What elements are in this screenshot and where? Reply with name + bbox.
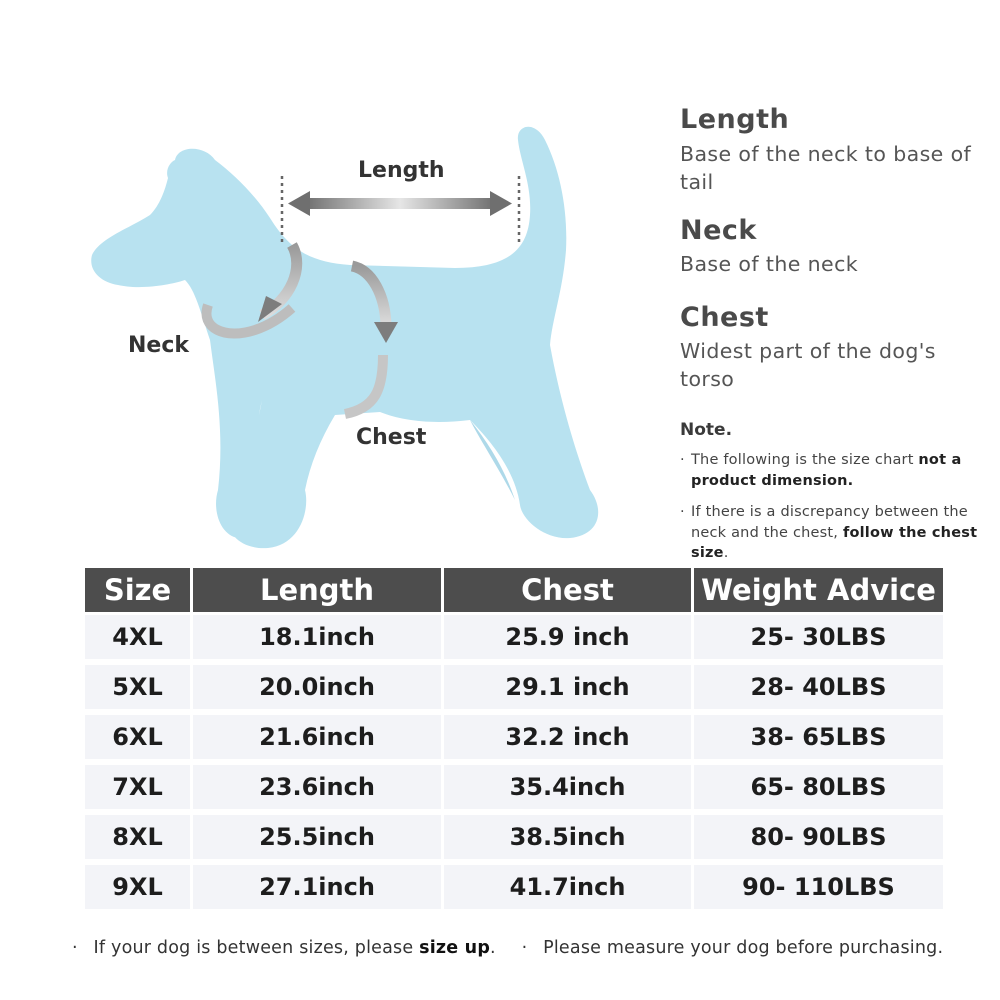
dog-measurement-diagram xyxy=(0,0,660,560)
tip-size-up-after: . xyxy=(490,938,496,958)
cell-weight: 38- 65LBS xyxy=(694,715,943,759)
cell-length: 18.1inch xyxy=(193,615,441,659)
note-text: If there is a discrepancy between the neck and the chest, xyxy=(691,504,968,541)
dog-silhouette xyxy=(0,0,660,560)
cell-chest: 25.9 inch xyxy=(444,615,691,659)
note-item xyxy=(680,502,991,564)
table-body xyxy=(85,612,943,912)
cell-chest: 38.5inch xyxy=(444,815,691,859)
chest-label: Chest xyxy=(356,425,427,450)
cell-chest: 29.1 inch xyxy=(444,665,691,709)
table-row xyxy=(85,662,943,712)
cell-weight: 25- 30LBS xyxy=(694,615,943,659)
definition-desc-chest: Widest part of the dog's torso xyxy=(680,339,936,391)
definition-title-length: Length xyxy=(680,104,790,135)
cell-length: 20.0inch xyxy=(193,665,441,709)
note-after: . xyxy=(723,545,729,561)
cell-length: 27.1inch xyxy=(193,865,441,909)
bullet-icon: · xyxy=(72,938,78,958)
cell-length: 21.6inch xyxy=(193,715,441,759)
column-header-chest: Chest xyxy=(444,568,691,612)
footer-tips xyxy=(72,938,972,958)
note-bold: follow the chest size xyxy=(691,524,978,561)
cell-weight: 28- 40LBS xyxy=(694,665,943,709)
cell-size: 9XL xyxy=(85,865,190,909)
bullet-icon: · xyxy=(680,452,685,468)
cell-weight: 90- 110LBS xyxy=(694,865,943,909)
column-header-weight: Weight Advice xyxy=(694,568,943,612)
neck-label: Neck xyxy=(128,333,190,358)
cell-chest: 35.4inch xyxy=(444,765,691,809)
note-text: The following is the size chart xyxy=(691,452,914,468)
column-header-size: Size xyxy=(85,568,190,612)
cell-size: 8XL xyxy=(85,815,190,859)
size-chart-table xyxy=(85,568,943,912)
tip-measure-text: Please measure your dog before purchasing. xyxy=(543,938,944,958)
table-header xyxy=(85,568,943,612)
cell-weight: 80- 90LBS xyxy=(694,815,943,859)
bullet-icon: · xyxy=(680,504,685,520)
table-row xyxy=(85,612,943,662)
cell-size: 5XL xyxy=(85,665,190,709)
cell-chest: 32.2 inch xyxy=(444,715,691,759)
cell-size: 4XL xyxy=(85,615,190,659)
column-header-length: Length xyxy=(193,568,441,612)
tip-size-up-bold: size up xyxy=(419,938,491,958)
cell-length: 25.5inch xyxy=(193,815,441,859)
definition-title-chest: Chest xyxy=(680,302,769,333)
note-bold: not a product dimension. xyxy=(691,452,962,489)
table-row xyxy=(85,812,943,862)
cell-length: 23.6inch xyxy=(193,765,441,809)
cell-weight: 65- 80LBS xyxy=(694,765,943,809)
cell-size: 7XL xyxy=(85,765,190,809)
table-row xyxy=(85,862,943,912)
definition-desc-neck: Base of the neck xyxy=(680,252,859,276)
table-row xyxy=(85,712,943,762)
bullet-icon: · xyxy=(521,938,528,958)
definition-desc-length: Base of the neck to base of tail xyxy=(680,142,972,194)
cell-size: 6XL xyxy=(85,715,190,759)
length-label: Length xyxy=(358,158,445,183)
table-row xyxy=(85,762,943,812)
note-title: Note. xyxy=(680,420,733,440)
tip-size-up-text: If your dog is between sizes, please xyxy=(93,938,414,958)
note-item xyxy=(680,450,991,491)
definition-title-neck: Neck xyxy=(680,215,757,246)
cell-chest: 41.7inch xyxy=(444,865,691,909)
